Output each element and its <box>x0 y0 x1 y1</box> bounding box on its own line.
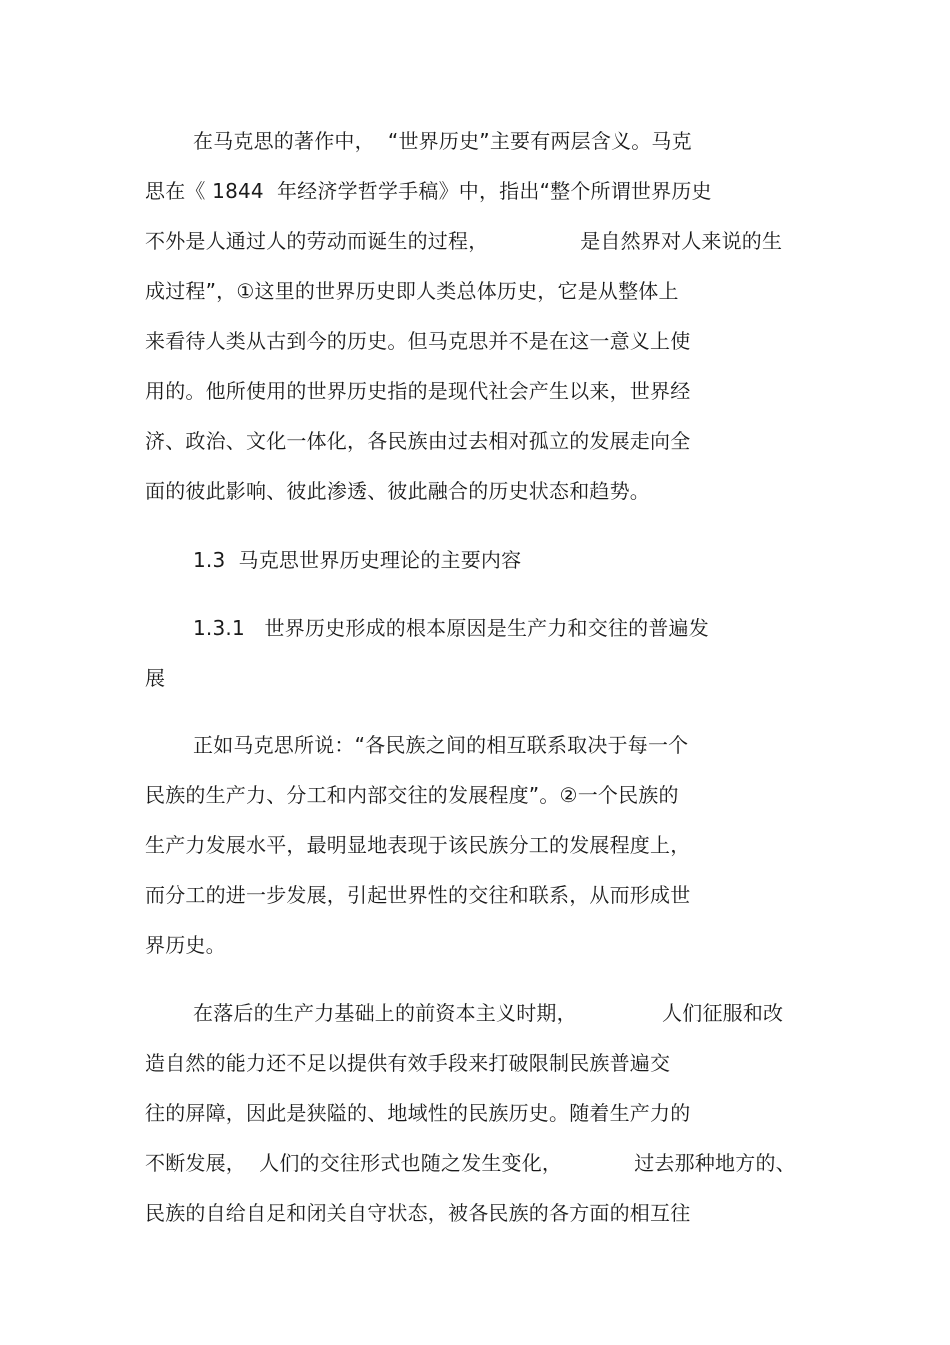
paragraph-2-line: 界历史。 <box>145 933 226 957</box>
section-heading: 1.3 马克思世界历史理论的主要内容 <box>193 548 522 572</box>
paragraph-3-line: 民族的自给自足和闭关自守状态，被各民族的各方面的相互往 <box>145 1201 691 1225</box>
paragraph-2-line: 正如马克思所说：“各民族之间的相互联系取决于每一个 <box>193 733 689 757</box>
paragraph-1-line: 来看待人类从古到今的历史。但马克思并不是在这一意义上使 <box>145 329 691 353</box>
paragraph-1-line: 面的彼此影响、彼此渗透、彼此融合的历史状态和趋势。 <box>145 479 650 503</box>
paragraph-1-line: 不外是人通过人的劳动而诞生的过程， 是自然界对人来说的生 <box>145 229 783 253</box>
paragraph-3-line: 造自然的能力还不足以提供有效手段来打破限制民族普遍交 <box>145 1051 671 1075</box>
paragraph-3-line: 不断发展， 人们的交往形式也随之发生变化， 过去那种地方的、 <box>145 1151 796 1175</box>
paragraph-1-line: 成过程”，①这里的世界历史即人类总体历史，它是从整体上 <box>145 279 679 303</box>
subsection-heading: 1.3.1 世界历史形成的根本原因是生产力和交往的普遍发 <box>193 616 709 640</box>
paragraph-1-line: 用的。他所使用的世界历史指的是现代社会产生以来，世界经 <box>145 379 691 403</box>
paragraph-3-line: 在落后的生产力基础上的前资本主义时期， 人们征服和改 <box>193 1001 784 1025</box>
paragraph-3-line: 往的屏障，因此是狭隘的、地域性的民族历史。随着生产力的 <box>145 1101 691 1125</box>
paragraph-1-line: 思在《 1844 年经济学哲学手稿》中，指出“整个所谓世界历史 <box>145 179 712 203</box>
paragraph-1-line: 济、政治、文化一体化，各民族由过去相对孤立的发展走向全 <box>145 429 691 453</box>
subsection-heading: 展 <box>145 666 166 690</box>
paragraph-2-line: 民族的生产力、分工和内部交往的发展程度”。②一个民族的 <box>145 783 679 807</box>
paragraph-1-line: 在马克思的著作中， “世界历史”主要有两层含义。马克 <box>193 129 692 153</box>
paragraph-2-line: 而分工的进一步发展，引起世界性的交往和联系，从而形成世 <box>145 883 691 907</box>
paragraph-2-line: 生产力发展水平，最明显地表现于该民族分工的发展程度上， <box>145 833 691 857</box>
